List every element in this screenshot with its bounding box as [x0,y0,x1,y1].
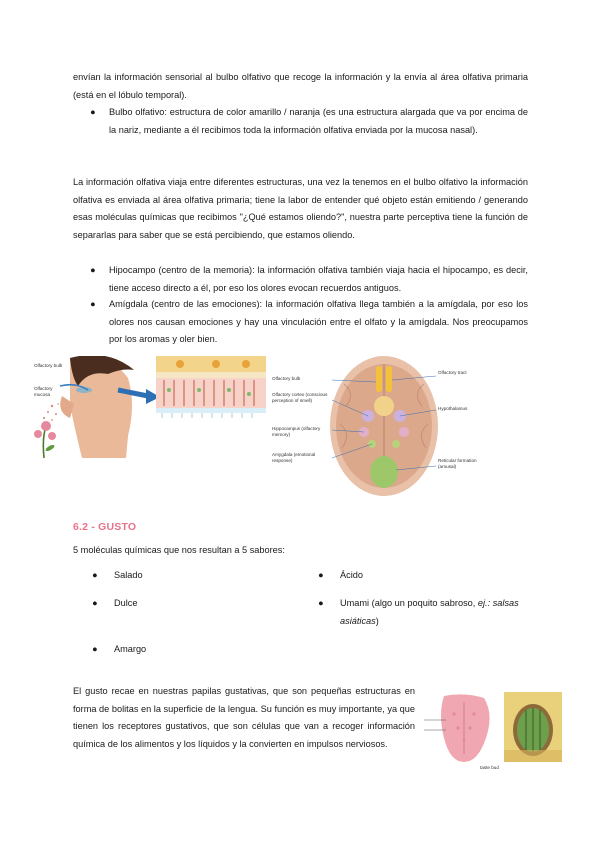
bullet-marker: ● [92,570,98,580]
umami-text: Umami (algo un poquito sabroso, [340,598,478,608]
flavor-label: Ácido [340,570,363,580]
bullet-marker: ● [90,299,96,309]
label-olfactory-bulb: Olfactory bulb [272,376,301,381]
figure-tongue [424,694,498,764]
bullet-text: Bulbo olfativo: estructura de color amarillo / naranja (es una estructura alargada que va por encima de la nariz, mediante a él recibimos toda la información olfativa enviada por la mucosa nasal). [109,107,528,135]
label-taste-bud: taste bud [480,765,499,770]
paragraph-olfactory-pathway: La información olfativa viaja entre diferentes estructuras, una vez la tenemos en el bulbo olfativo la información olfativa es enviada al área olfativa primaria; tiene la labor de entender qué objeto están emitiendo / generando esas moléculas químicas que recibimos "¿Qué estamos oliendo?", nuestra parte perceptiva tiene la función de separarlas para saber que se está percibiendo, que estamos oliendo. [73,177,528,240]
figure-brain-olfactory-pathway [272,354,490,498]
label-olfactory-bulb: Olfactory bulb [34,363,63,368]
bullet-text: Hipocampo (centro de la memoria): la información olfativa también viaja hacia el hipocampo, es decir, tiene acceso directo a él, por eso los olores evocan recuerdos antiguos. [109,265,528,293]
bullet-hipocampo [90,262,528,297]
paragraph-five-flavors: 5 moléculas químicas que nos resultan a 5 sabores: [73,545,285,555]
bullet-marker: ● [90,107,96,117]
paragraph-papilas-gustativas: El gusto recae en nuestras papilas gustativas, que son pequeñas estructuras en forma de bolitas en la superficie de la lengua. Su función es muy importante, ya que tienen los receptores gustativos, que son células que van a recoger información química de los alimentos y los líquidos y la convierten en impulsos nerviosos. [73,686,415,749]
bullet-amigdala [90,296,528,349]
epithelium-illustration [156,356,266,430]
flavor-item-amargo [92,641,146,659]
label-amygdala: Amygdala (emotional response) [272,452,316,463]
bullet-marker: ● [318,570,324,580]
bullet-marker: ● [92,644,98,654]
umami-example: ej.: salsas asiáticas [340,598,519,626]
bullet-marker: ● [318,598,324,608]
flavor-item-umami [318,595,530,630]
bullet-bulbo-olfativo [90,104,528,139]
flavor-label: Dulce [114,598,138,608]
label-olfactory-cortex: Olfactory cortex (conscious perception of smell) [272,392,328,403]
figure-taste-bud [504,692,562,762]
bullet-marker: ● [90,265,96,275]
flavor-item-salado [92,567,143,585]
flavor-item-dulce [92,595,138,613]
paragraph-olfactory-intro: envían la información sensorial al bulbo olfativo que recoge la información y la envía al área olfativa primaria (está en el lóbulo temporal). [73,72,528,100]
flavor-label [340,595,530,630]
label-hypothalamus: Hypothalamus [438,406,468,411]
umami-close: ) [375,615,379,626]
section-heading-gusto: 6.2 - GUSTO [73,521,137,533]
tongue-illustration [424,694,498,764]
bullet-text: Amígdala (centro de las emociones): la información olfativa llega también a la amígdala, por eso los olores nos causan emociones y hay una vinculación entre el olfato y la amígdala. Nos preocupamos por los aromas y oler bien. [109,299,528,344]
flavor-label: Salado [114,570,143,580]
figure-olfactory-epithelium [156,356,266,430]
bullet-marker: ● [92,598,98,608]
flavor-label: Amargo [114,644,147,654]
label-reticular-formation: Reticular formation (arousal) [438,458,477,469]
label-hippocampus: Hippocampus (olfactory memory) [272,426,321,437]
flavor-item-acido [318,567,363,585]
label-olfactory-tract: Olfactory tract [438,370,467,375]
taste-bud-illustration [504,692,562,762]
label-olfactory-mucosa: Olfactory mucosa [34,386,53,397]
